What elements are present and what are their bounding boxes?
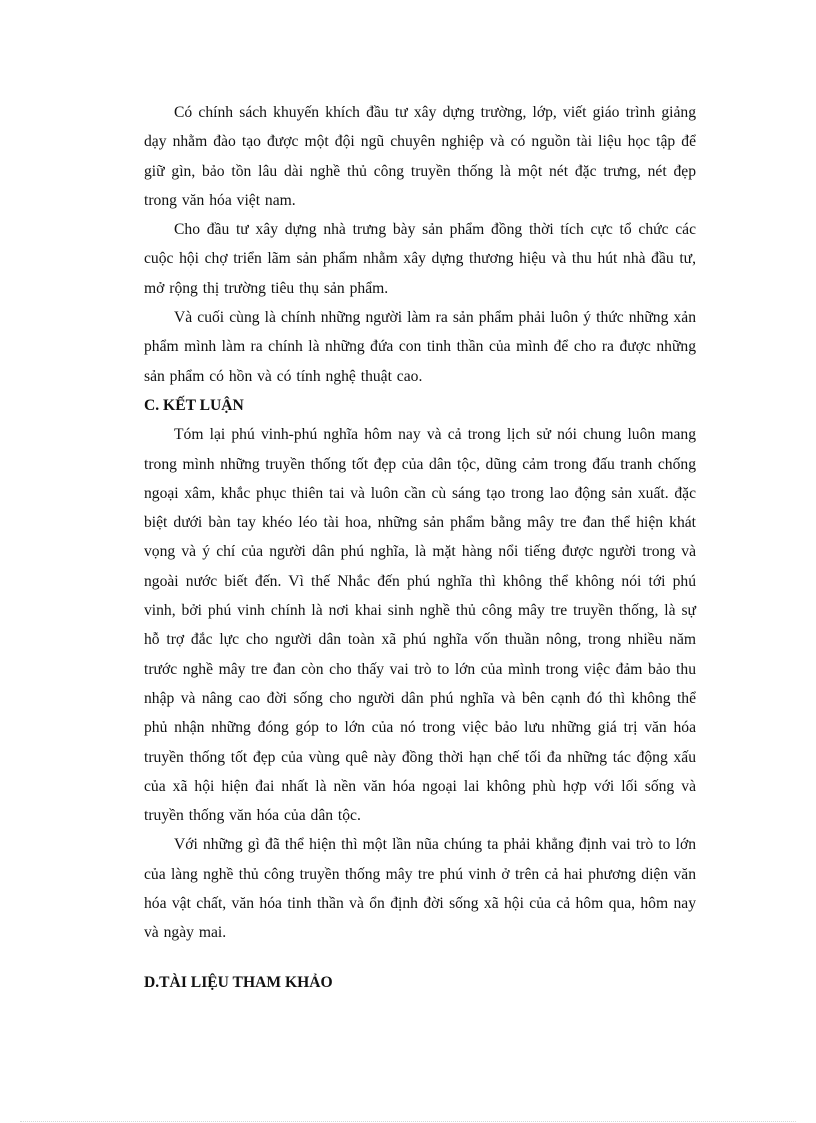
page-bottom-border: [20, 1121, 796, 1122]
paragraph-exhibition-investment: Cho đầu tư xây dựng nhà trưng bày sản phẩm đồng thời tích cực tổ chức các cuộc hội chợ triển lãm sản phẩm nhằm xây dựng thương hiệu và thu hút nhà đầu tư, mở rộng thị trường tiêu thụ sản phẩm.: [144, 221, 696, 297]
paragraph-conclusion-affirmation: Với những gì đã thể hiện thì một lần nũa chúng ta phải khẳng định vai trò to lớn của làng nghề thủ công truyền thống mây tre phú vinh ở trên cả hai phương diện văn hóa vật chất, văn hóa tinh thần và ổn định đời sống xã hội của cả hôm qua, hôm nay và ngày mai.: [144, 836, 696, 942]
paragraph-training-policy: Có chính sách khuyến khích đầu tư xây dựng trường, lớp, viết giáo trình giảng dạy nhằm đào tạo được một đội ngũ chuyên nghiệp và có nguồn tài liệu học tập để giữ gìn, bảo tồn lâu dài nghề thủ công truyền thống là một nét đặc trưng, nét đẹp trong văn hóa việt nam.: [144, 104, 696, 209]
paragraph-artisan-awareness: Và cuối cùng là chính những người làm ra sản phẩm phải luôn ý thức những xản phẩm mình làm ra chính là những đứa con tinh thần của mình để cho ra được những sản phẩm có hồn và có tính nghệ thuật cao.: [144, 309, 696, 385]
paragraph-conclusion-summary: Tóm lại phú vinh-phú nghĩa hôm nay và cả trong lịch sử nói chung luôn mang trong mình những truyền thống tốt đẹp của dân tộc, dũng cảm trong đấu tranh chống ngoại xâm, khắc phục thiên tai và luôn cần cù sáng tạo trong lao động sản xuất. đặc biệt dưới bàn tay khéo léo tài hoa, những sản phẩm bằng mây tre đan thể hiện khát vọng và ý chí của người dân phú nghĩa, là mặt hàng nổi tiếng được người trong và ngoài nước biết đến. Vì thế Nhắc đến phú nghĩa thì không thể không nói tới phú vinh, bởi phú vinh chính là nơi khai sinh nghề thủ công mây tre truyền thống, là sự hỗ trợ đắc lực cho người dân toàn xã phú nghĩa vốn thuần nông, trong nhiều năm trước nghề mây tre đan còn cho thấy vai trò to lớn của mình trong việc đảm bảo thu nhập và nâng cao đời sống cho người dân phú nghĩa và bên cạnh đó thì không thể phủ nhận những đóng góp to lớn của nó trong việc bảo lưu những giá trị văn hóa truyền thống tốt đẹp của vùng quê này đồng thời hạn chế tối đa những tác động xấu của xã hội hiện đai nhất là nền văn hóa ngoại lai không phù hợp với lối sống và truyền thống văn hóa của dân tộc.: [144, 426, 696, 825]
heading-references: D.TÀI LIỆU THAM KHẢO: [144, 973, 333, 991]
heading-conclusion: C. KẾT LUẬN: [144, 396, 244, 414]
document-page: [144, 98, 696, 997]
